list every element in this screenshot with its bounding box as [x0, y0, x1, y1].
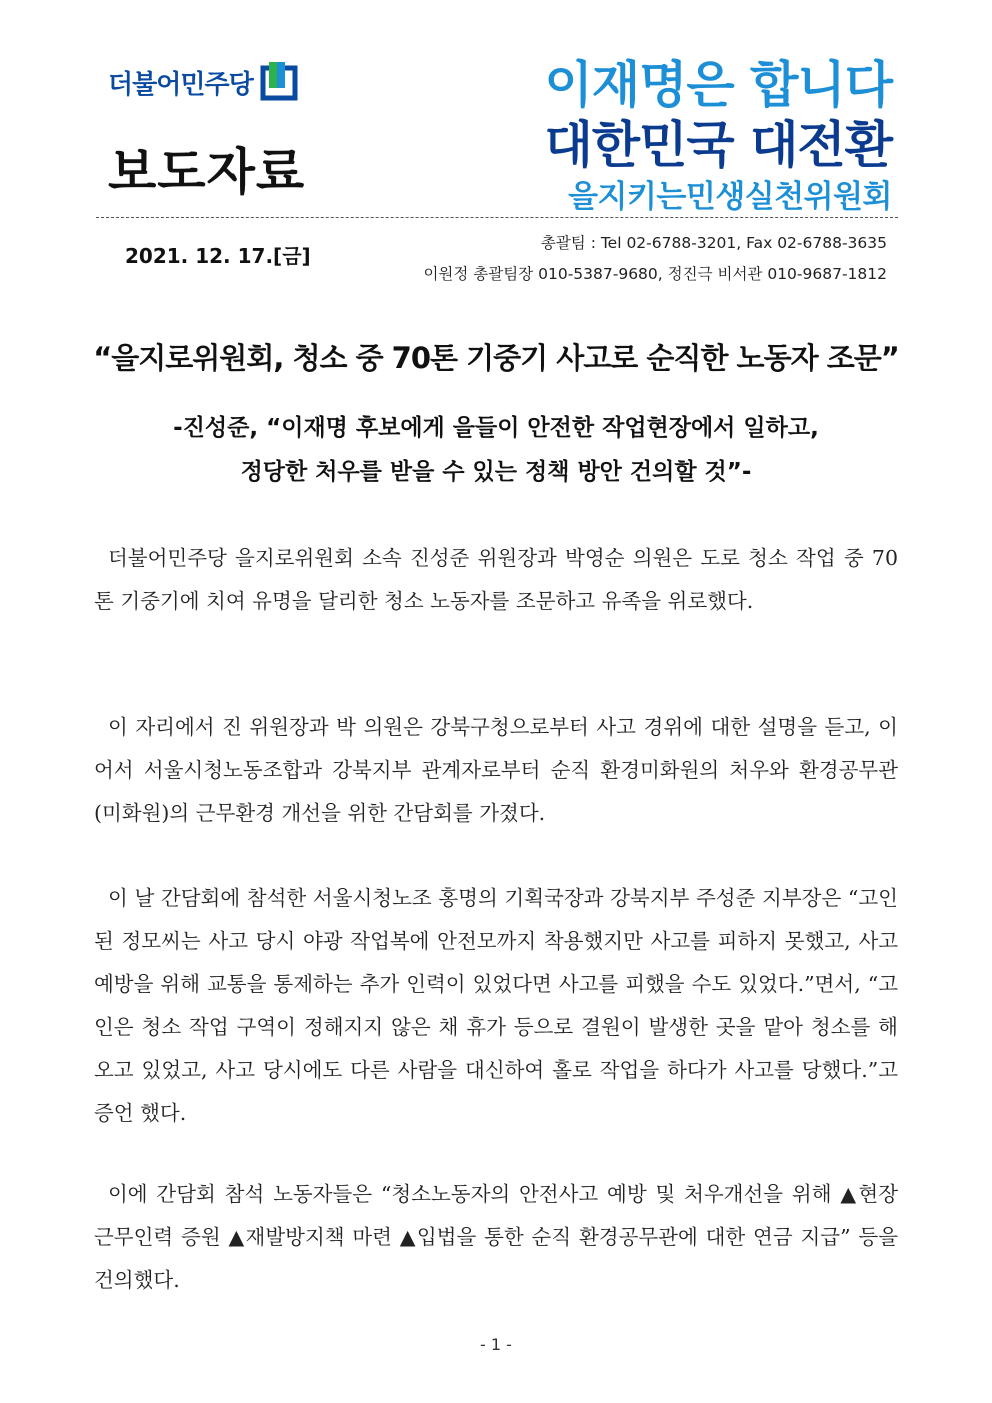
slogan-line-2: 대한민국 대전환: [544, 116, 892, 174]
body-paragraph-4: [94, 1173, 898, 1302]
subheadline: [80, 406, 912, 494]
paragraph-text: 이 날 간담회에 참석한 서울시청노조 홍명의 기획국장과 강북지부 주성준 지부장은 “고인된 정모씨는 사고 당시 야광 작업복에 안전모까지 착용했지만 사고를 피하지 못했고, 사고 예방을 위해 교통을 통제하는 추가 인력이 있었다면 사고를 피했을 수도 있었다.”면서, “고인은 청소 작업 구역이 정해지지 않은 채 휴가 등으로 결원이 발생한 곳을 맡아 청소를 해오고 있었고, 사고 당시에도 다른 사람을 대신하여 홀로 작업을 하다가 사고를 당했다.”고 증언 했다.: [94, 886, 898, 1125]
body-paragraph-2: [94, 706, 898, 835]
header-divider: [96, 217, 898, 218]
release-date: 2021. 12. 17.[금]: [125, 244, 311, 268]
slogan-line-3: 을지키는민생실천위원회: [568, 179, 892, 215]
headline: “을지로위원회, 청소 중 70톤 기중기 사고로 순직한 노동자 조문”: [93, 341, 899, 375]
party-name: 더불어민주당: [108, 69, 253, 100]
contact-line-2: 이원정 총괄팀장 010-5387-9680, 정진극 비서관 010-9687-1812: [423, 265, 887, 283]
party-logo: [108, 60, 299, 104]
contact-line-1: 총괄팀 : Tel 02-6788-3201, Fax 02-6788-3635: [540, 234, 887, 252]
body-paragraph-1: [94, 537, 898, 623]
doc-type-title: 보도자료: [108, 143, 306, 201]
paragraph-text: 이 자리에서 진 위원장과 박 의원은 강북구청으로부터 사고 경위에 대한 설명을 듣고, 이어서 서울시청노동조합과 강북지부 관계자로부터 순직 환경미화원의 처우와 환경공무관(미화원)의 근무환경 개선을 위한 간담회를 가졌다.: [94, 715, 898, 825]
paragraph-text: 더불어민주당 을지로위원회 소속 진성준 위원장과 박영순 의원은 도로 청소 작업 중 70톤 기중기에 치여 유명을 달리한 청소 노동자를 조문하고 유족을 위로했다.: [94, 546, 898, 613]
paragraph-text: 이에 간담회 참석 노동자들은 “청소노동자의 안전사고 예방 및 처우개선을 위해 ▲현장 근무인력 증원 ▲재발방지책 마련 ▲입법을 통한 순직 환경공무관에 대한 연금 지급” 등을 건의했다.: [94, 1182, 898, 1292]
subheadline-line-1: -진성준, “이재명 후보에게 을들이 안전한 작업현장에서 일하고,: [173, 415, 819, 441]
contact-info: [423, 228, 887, 290]
campaign-slogan: [544, 56, 892, 215]
party-flag-icon: [259, 60, 299, 104]
body-paragraph-3: [94, 877, 898, 1135]
page-number: - 1 -: [480, 1335, 512, 1354]
subheadline-line-2: 정당한 처우를 받을 수 있는 정책 방안 건의할 것”-: [240, 459, 752, 485]
slogan-line-1: 이재명은 합니다: [544, 56, 892, 114]
